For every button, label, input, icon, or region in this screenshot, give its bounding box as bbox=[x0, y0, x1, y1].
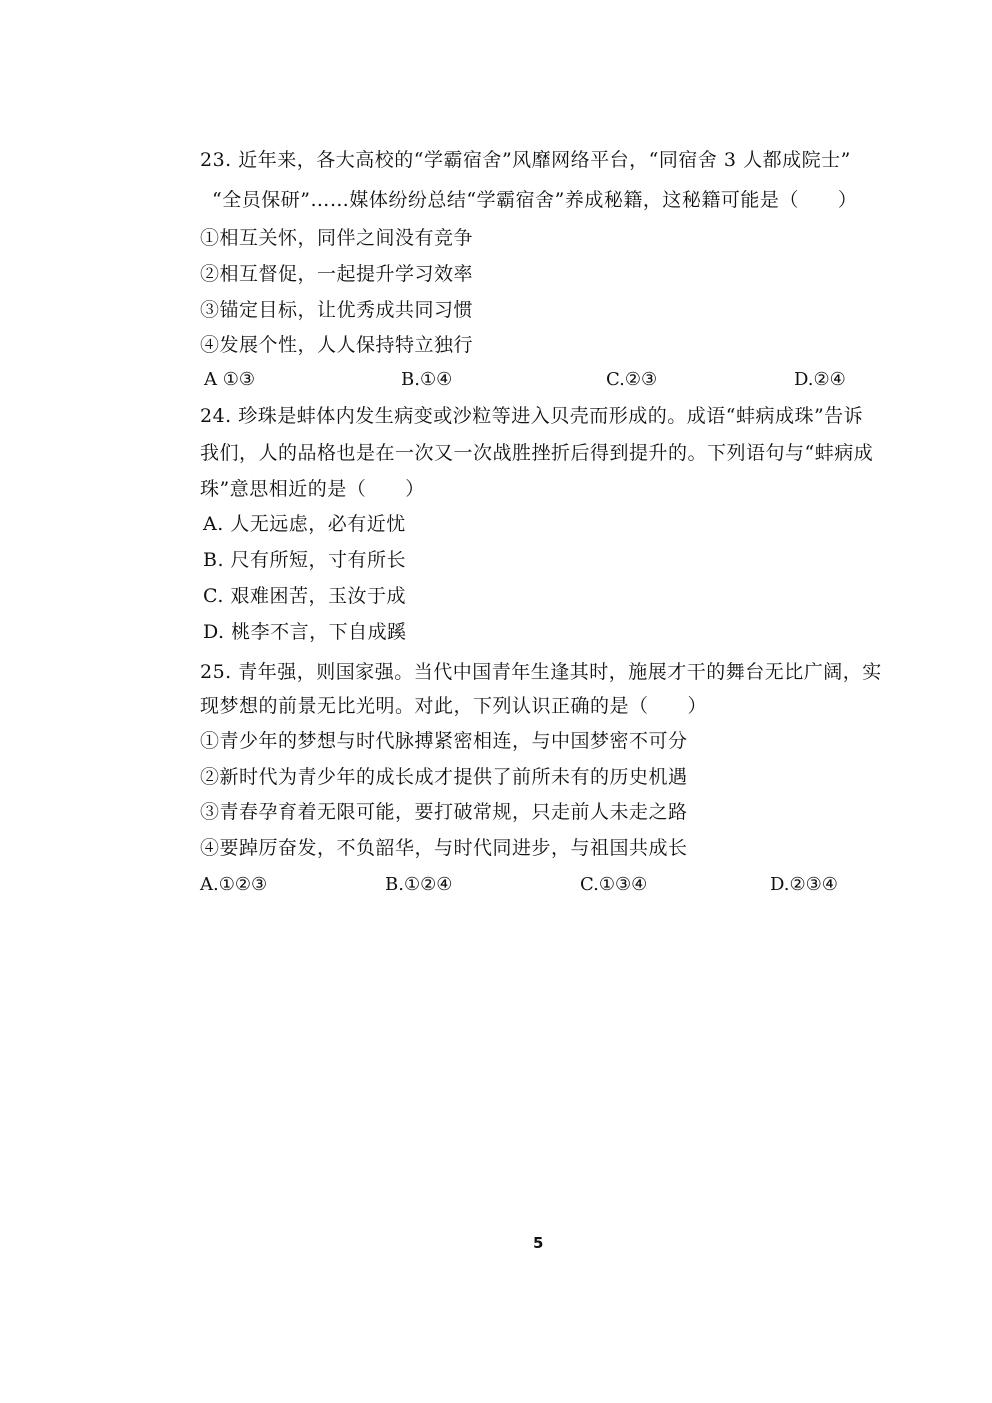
q23-option-b: B.①④ bbox=[401, 369, 453, 390]
q23-statement-1: ①相互关怀，同伴之间没有竞争 bbox=[200, 227, 474, 249]
q25-option-b: B.①②④ bbox=[385, 874, 453, 895]
q23-statement-4: ④发展个性，人人保持特立独行 bbox=[200, 334, 474, 356]
q23-option-a: A ①③ bbox=[204, 369, 255, 390]
q25-statement-1: ①青少年的梦想与时代脉搏紧密相连，与中国梦密不可分 bbox=[200, 730, 688, 752]
q25-option-a: A.①②③ bbox=[200, 874, 268, 895]
q25-statement-4: ④要踔厉奋发，不负韶华，与时代同进步，与祖国共成长 bbox=[200, 837, 688, 859]
q23-stem-line-2: “全员保研”……媒体纷纷总结“学霸宿舍”养成秘籍，这秘籍可能是（ ） bbox=[212, 189, 858, 211]
q24-stem-line-1: 24. 珍珠是蚌体内发生病变或沙粒等进入贝壳而形成的。成语“蚌病成珠”告诉 bbox=[200, 405, 864, 427]
q25-option-d: D.②③④ bbox=[770, 874, 838, 895]
q23-option-d: D.②④ bbox=[794, 369, 846, 390]
q23-stem-line-1: 23. 近年来，各大高校的“学霸宿舍”风靡网络平台，“同宿舍 3 人都成院士” bbox=[200, 149, 851, 171]
page-number: 5 bbox=[533, 1234, 544, 1252]
q24-choice-b: B. 尺有所短，寸有所长 bbox=[203, 549, 407, 571]
q24-choice-c: C. 艰难困苦，玉汝于成 bbox=[203, 585, 406, 607]
q24-choice-a: A. 人无远虑，必有近忧 bbox=[203, 513, 406, 535]
q24-choice-d: D. 桃李不言，下自成蹊 bbox=[203, 621, 407, 643]
q25-option-c: C.①③④ bbox=[580, 874, 648, 895]
q24-stem-line-3: 珠”意思相近的是（ ） bbox=[200, 478, 425, 500]
q23-option-c: C.②③ bbox=[606, 369, 658, 390]
q25-stem-line-1: 25. 青年强，则国家强。当代中国青年生逢其时，施展才干的舞台无比广阔，实 bbox=[200, 661, 882, 683]
q25-stem-line-2: 现梦想的前景无比光明。对此，下列认识正确的是（ ） bbox=[200, 695, 708, 717]
q23-statement-3: ③锚定目标，让优秀成共同习惯 bbox=[200, 299, 474, 321]
q25-statement-2: ②新时代为青少年的成长成才提供了前所未有的历史机遇 bbox=[200, 766, 688, 788]
q24-stem-line-2: 我们，人的品格也是在一次又一次战胜挫折后得到提升的。下列语句与“蚌病成 bbox=[200, 442, 874, 464]
q23-statement-2: ②相互督促，一起提升学习效率 bbox=[200, 263, 474, 285]
q25-statement-3: ③青春孕育着无限可能，要打破常规，只走前人未走之路 bbox=[200, 801, 688, 823]
